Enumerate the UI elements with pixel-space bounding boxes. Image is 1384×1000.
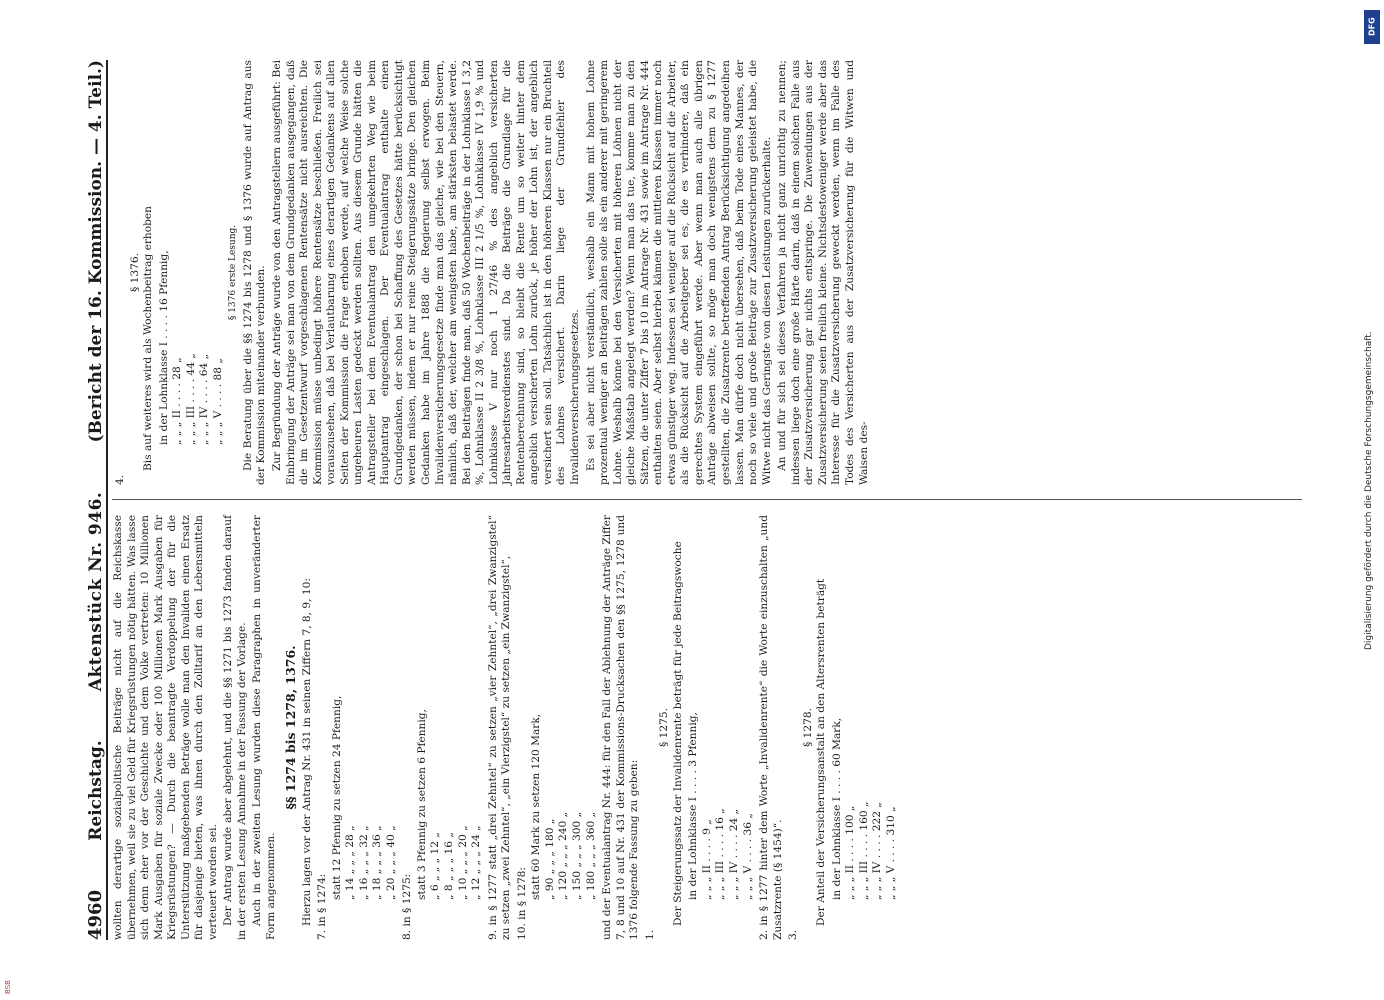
table-row xyxy=(331,690,345,900)
table-row xyxy=(728,706,742,900)
table-cell: „ „ „ II . . . . 9 „ xyxy=(700,819,713,900)
eventual-4-number: 4. xyxy=(114,474,126,485)
table-row xyxy=(871,712,885,900)
table-row xyxy=(571,708,585,900)
right-paragraph-4: An und für sich sei dieses Verfahren ja nicht ganz unrichtig zu nennen; indessen liege doch eine große Härte darin, daß in einem solchen Falle aus der Zusatzversicherung gar nichts entspringe. Die Zuwendungen aus der Zusatzversicherung seien freilich kleine. Nichtsdestoweniger werde aber das Interesse für die Zusatzversicherung geweckt werden, wenn im Falle des Todes des Versicherten aus der Zusatzversicherung für die Witwen und Waisen des- xyxy=(776,60,870,485)
funding-note: Digitalisierung gefördert durch die Deutsche Forschungsgemeinschaft. xyxy=(1364,331,1374,650)
table-cell: „ 18 „ „ „ 36 „ xyxy=(371,825,384,900)
eventual-3-text: Der Anteil der Versicherungsanstalt an den Altersrenten beträgt xyxy=(815,578,828,926)
table-row xyxy=(158,244,172,445)
table-cell: „ „ „ III . . . . 44 „ xyxy=(184,353,197,445)
table-cell: „ 20 „ „ „ 40 „ xyxy=(384,825,397,900)
table-cell: „ „ „ IV . . . . 24 „ xyxy=(727,808,740,900)
table-row xyxy=(844,712,858,900)
right-paragraph-3: Es sei aber nicht verständlich, weshalb ein Mann mit hohem Lohne prozentual weniger an Beiträgen zahlen solle als ein anderer mit geringerem Lohne. Weshalb könne bei den Versicherten mit höheren Löhnen nicht der gleiche Maßstab angelegt werden? Wenn man das tue, komme man zu den Sätzen, die unter Ziffer 7 bis 10 im Antrage Nr. 431 sowie im Antrage Nr. 444 enthalten seien. Aber selbst hierbei kämen die mittleren Klassen immer noch etwas günstiger weg. Indessen sei weniger auf die Rücksicht auf die Arbeiter, als die Rücksicht auf die Arbeitgeber sei es, die es verhindere, daß ein gerechtes System eingeführt werde. Aber wenn man auch alle übrigen Anträge abweisen sollte, so möge man doch wenigstens dem zu § 1277 gestellten, die Zusatzrente betreffenden Antrag Berücksichtigung angedeihen lassen. Man dürfe doch nicht übersehen, daß beim Tode eines Mannes, der noch so viele und große Beiträge zur Zusatzversicherung geleistet habe, die Witwe nicht das Geringste von diesen Leistungen zurückerhalte. xyxy=(584,60,773,485)
table-cell: „ 120 „ „ „ 240 „ xyxy=(557,811,570,900)
table-cell: statt 3 Pfennig zu setzen 6 Pfennig, xyxy=(415,709,428,900)
table-cell: „ 6 „ „ „ 12 „ xyxy=(429,832,442,900)
left-paragraph-4: Hierzu lagen vor der Antrag Nr. 431 in seinen Ziffern 7, 8, 9, 10: xyxy=(300,578,313,926)
left-paragraph-1: wollten derartige sozialpolitische Beiträge nicht auf die Reichskasse übernehmen, weil sie zu viel Geld für Kriegsrüstungen nötig hätten. Was lasse sich denn eher vor der Geschichte und dem Volke vertreten: 10 Millionen Mark Ausgaben für soziale Zwecke oder 100 Millionen Mark Ausgaben für Kriegsrüstungen? — Durch die beantragte Verdoppelung der für die Unterstützung maßgebenden Beträge wolle man den Invaliden einen Ersatz für dasjenige bieten, was ihnen durch den Zolltarif an den Lebensmitteln verteuert worden sei. xyxy=(112,515,219,940)
right-paragraph-2: Zur Begründung der Anträge wurde von den Antragstellern ausgeführt: Bei Einbringung der Anträge sei man von dem Grundgedanken ausgegangen, daß die im Gesetzentwurf vorgeschlagenen Rentensätze nicht ausreichten. Die Kommission müsse unbedingt höhere Rentensätze beschließen. Freilich sei vorauszusehen, daß bei Verlautbarung eines derartigen Gedankens auf allen Seiten der Kommission die Frage erhoben werde, auf welche Weise solche ungeheuren Lasten gedeckt werden sollten. Aus diesem Grunde hätten die Antragsteller bei dem Eventualantrag den umgekehrten Weg wie beim Hauptantrag eingeschlagen. Der Eventualantrag enthalte einen Grundgedanken, der schon bei Schaffung des Gesetzes hätte berücksichtigt werden müssen, indem er nur reine Steigerungssätze bringe. Den gleichen Gedanken habe im Jahre 1888 die Regierung selbst erwogen. Beim Invalidenversicherungsgesetze finde man das gleiche, wie bei den Steuern, nämlich, daß der, welcher am wenigsten habe, am stärksten belastet werde. Bei den Beiträgen finde man, daß 50 Wochenbeiträge in der Lohnklasse I 3,2 %, Lohnklasse II 2 3/8 %, Lohnklasse III 2 1/5 %, Lohnklasse IV 1,9 % und Lohnklasse V nur noch 1 27/46 % des angeblich versicherten Jahresarbeitsverdienstes sind. Da die Beiträge die Grundlage für die Rentenberechnung sind, so bleibt die Rente um so weiter hinter dem angeblich versicherten Lohn zurück, je höher der Lohn ist, der angeblich versichert sein soll. Tatsächlich ist in den höheren Klassen nur ein Bruchteil des Lohnes versichert. Darin liege der Grundfehler des Invalidenversicherungsgesetzes. xyxy=(270,60,582,485)
left-column xyxy=(112,515,902,940)
eventual-3-table xyxy=(831,712,899,900)
header-left-title: Reichstag. xyxy=(86,740,106,841)
page-number: 4960 xyxy=(85,889,106,940)
table-row xyxy=(344,690,358,900)
table-row xyxy=(742,706,756,900)
item-9-text: 9. in § 1277 statt „drei Zehntel“ zu setzen „vier Zehntel“, „drei Zwanzigstel“ zu setzen „zwei Zehntel“, „ein Vierzigstel“ zu setzen „ein Zwanzigstel“, xyxy=(486,515,513,940)
table-row xyxy=(212,244,226,445)
table-row xyxy=(171,244,185,445)
table-row xyxy=(585,708,599,900)
eventual-3-heading: § 1278. xyxy=(801,708,814,747)
item-8-label: 8. in § 1275: xyxy=(401,873,414,940)
table-row xyxy=(416,703,430,900)
table-cell: „ „ „ II . . . . 100 „ xyxy=(844,805,857,900)
left-paragraph-2: Der Antrag wurde aber abgelehnt, und die §§ 1271 bis 1273 fanden darauf in der ersten Lesung Annahme in der Fassung der Vorlage. xyxy=(222,515,248,940)
reading-subheading: § 1376 erste Lesung. xyxy=(228,224,239,321)
table-row xyxy=(544,708,558,900)
table-cell: „ 180 „ „ „ 360 „ xyxy=(584,811,597,900)
table-cell: „ „ „ IV . . . . 222 „ xyxy=(871,802,884,900)
item-10-label: 10. in § 1278: xyxy=(515,867,528,940)
table-cell: „ 8 „ „ „ 16 „ xyxy=(443,832,456,900)
table-cell: „ „ „ V . . . . 310 „ xyxy=(884,806,897,900)
page-header xyxy=(72,60,108,940)
dfg-logo-icon: DFG xyxy=(1364,10,1380,44)
item-8-table xyxy=(416,703,484,900)
table-cell: in der Lohnklasse I . . . . 16 Pfennig, xyxy=(157,250,170,445)
table-cell: „ „ „ III . . . . 16 „ xyxy=(714,808,727,900)
eventual-1-heading: § 1275. xyxy=(658,708,671,747)
header-center-title: Aktenstück Nr. 946. xyxy=(86,491,106,692)
left-paragraph-5: und der Eventualantrag Nr. 444: für den Fall der Ablehnung der Anträge Ziffer 7, 8 und 10 auf Nr. 431 der Kommissions-Drucksachen den §§ 1275, 1278 und 1376 folgende Fassung zu geben: xyxy=(601,515,641,940)
column-divider xyxy=(112,499,1302,500)
table-row xyxy=(557,708,571,900)
item-10-table xyxy=(530,708,598,900)
left-paragraph-3: Auch in der zweiten Lesung wurden diese Paragraphen in unveränderter Form angenommen. xyxy=(251,515,278,940)
eventual-4-table xyxy=(158,244,226,445)
table-cell: in der Lohnklasse I . . . . 3 Pfennig, xyxy=(687,712,700,900)
table-cell: „ 14 „ „ „ 28 „ xyxy=(344,825,357,900)
eventual-1-number: 1. xyxy=(643,929,656,940)
table-cell: „ 90 „ „ „ 180 „ xyxy=(543,818,556,900)
table-row xyxy=(371,690,385,900)
eventual-2-text: 2. in § 1277 hinter dem Worte „Invalidenrente“ die Worte einzuschalten „und Zusatzrente (§ 1454)“. xyxy=(758,515,784,940)
eventual-3-number: 3. xyxy=(787,929,800,940)
table-cell: „ 10 „ „ „ 20 „ xyxy=(456,825,469,900)
table-row xyxy=(443,703,457,900)
right-column xyxy=(112,60,873,485)
table-cell: statt 60 Mark zu setzen 120 Mark, xyxy=(530,713,543,900)
table-row xyxy=(687,706,701,900)
table-row xyxy=(470,703,484,900)
table-row xyxy=(358,690,372,900)
table-row xyxy=(457,703,471,900)
table-row xyxy=(530,708,544,900)
table-row xyxy=(831,712,845,900)
eventual-4-heading: § 1376. xyxy=(128,253,141,292)
table-row xyxy=(885,712,899,900)
table-row xyxy=(198,244,212,445)
item-7-table xyxy=(331,690,399,900)
header-right-title: (Bericht der 16. Kommission. — 4. Teil.) xyxy=(86,60,106,443)
table-cell: „ „ „ V . . . . 36 „ xyxy=(741,813,754,900)
table-cell: „ „ „ IV . . . . 64 „ xyxy=(198,353,211,445)
table-row xyxy=(429,703,443,900)
table-cell: „ 12 „ „ „ 24 „ xyxy=(470,825,483,900)
eventual-1-table xyxy=(687,706,755,900)
table-row xyxy=(385,690,399,900)
item-7-label: 7. in § 1274: xyxy=(316,873,329,940)
table-cell: in der Lohnklasse I . . . . 60 Mark, xyxy=(830,717,843,900)
rotated-document-page xyxy=(72,60,1312,940)
eventual-4-text: Bis auf weiteres wird als Wochenbeitrag erhoben xyxy=(142,206,155,471)
table-row xyxy=(858,712,872,900)
table-cell: „ 150 „ „ „ 300 „ xyxy=(570,811,583,900)
table-row xyxy=(701,706,715,900)
table-cell: „ „ „ II . . . . 28 „ xyxy=(171,357,184,445)
table-cell: „ „ „ III . . . . 160 „ xyxy=(857,801,870,900)
table-row xyxy=(185,244,199,445)
table-cell: „ 16 „ „ „ 32 „ xyxy=(357,825,370,900)
section-heading: §§ 1274 bis 1278, 1376. xyxy=(282,645,298,810)
table-cell: statt 12 Pfennig zu setzen 24 Pfennig, xyxy=(330,695,343,900)
right-paragraph-1: Die Beratung über die §§ 1274 bis 1278 und § 1376 wurde auf Antrag aus der Kommission miteinander verbunden. xyxy=(241,60,268,485)
table-row xyxy=(714,706,728,900)
library-mark: BSB xyxy=(4,980,12,994)
table-cell: „ „ „ V . . . . 88 „ xyxy=(211,358,224,445)
eventual-1-text: Der Steigerungssatz der Invalidenrente beträgt für jede Beitragswoche xyxy=(671,541,684,926)
